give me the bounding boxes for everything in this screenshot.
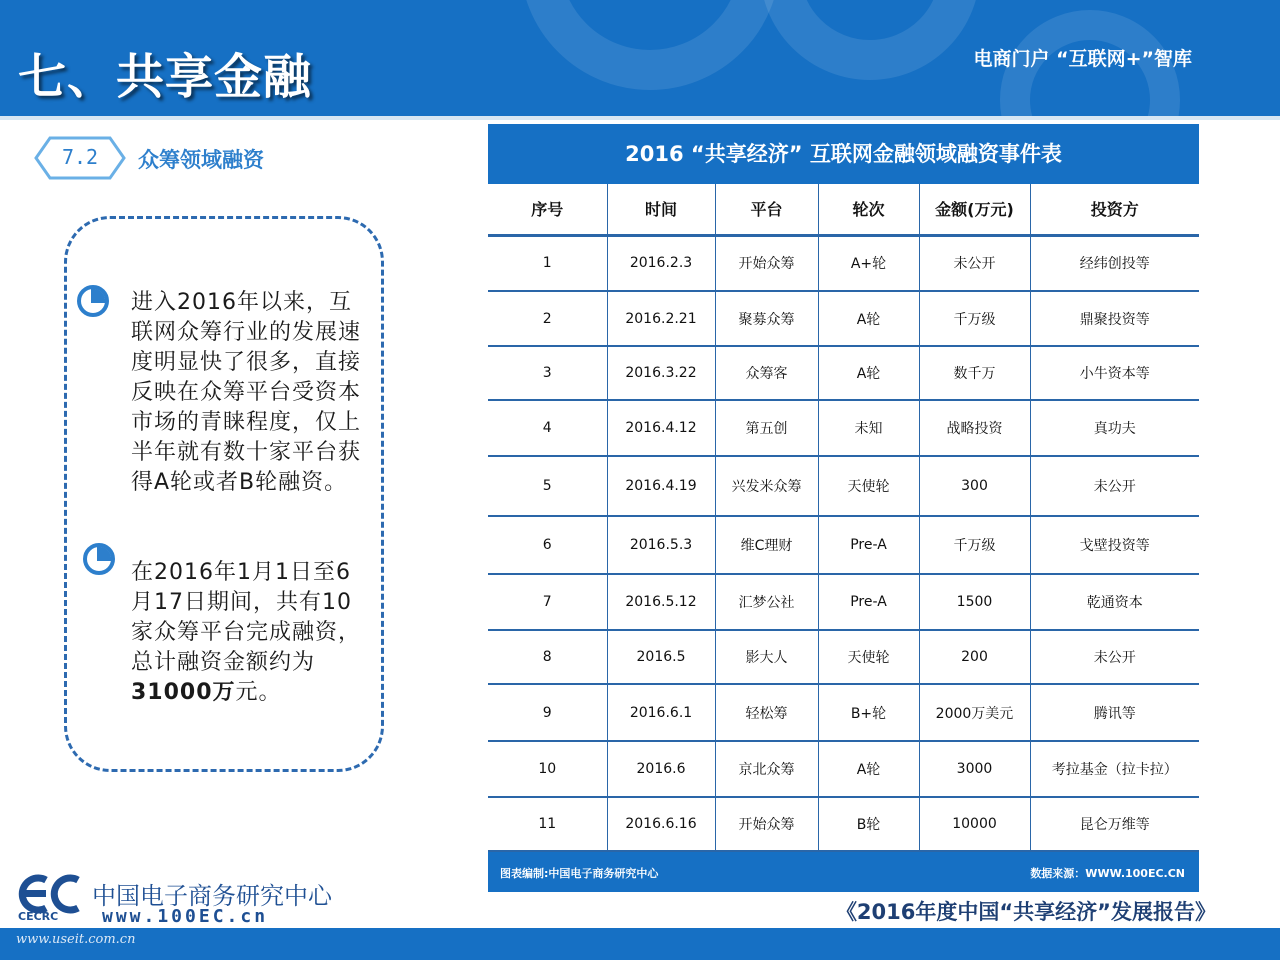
table-row [488,684,1199,741]
table-cell: 小牛资本等 [1030,346,1199,400]
section-number: 7.2 [61,145,99,169]
table-cell: 汇梦公社 [715,574,818,630]
table-row [488,456,1199,516]
table-cell: 维C理财 [715,516,818,574]
table-cell: 10000 [919,797,1030,851]
table-row [488,630,1199,684]
table-cell: 开始众筹 [715,235,818,291]
table-cell: 2016.6 [607,741,715,797]
logo-name: 中国电子商务研究中心 [92,882,332,910]
pie-chart-icon [76,284,110,318]
background-swirl [760,0,980,80]
table-body [488,235,1199,851]
table-row [488,574,1199,630]
table-row [488,797,1199,851]
table-cell: 鼎聚投资等 [1030,291,1199,346]
table-cell: 9 [488,684,607,741]
table-cell: B+轮 [818,684,919,741]
table-cell: 2016.5.12 [607,574,715,630]
table-cell: 11 [488,797,607,851]
header-cell: 平台 [715,184,818,235]
table-cell: B轮 [818,797,919,851]
table-row [488,516,1199,574]
table-cell: 未知 [818,400,919,456]
table-cell: 未公开 [1030,456,1199,516]
table-cell: 真功夫 [1030,400,1199,456]
table-cell: 战略投资 [919,400,1030,456]
table-cell: 10 [488,741,607,797]
table-cell: 2016.2.3 [607,235,715,291]
table-row [488,400,1199,456]
logo-mark-icon [16,874,88,914]
section-number-badge [34,136,126,180]
header-cell: 投资方 [1030,184,1199,235]
table-cell: 天使轮 [818,630,919,684]
pie-chart-icon [82,542,116,576]
table-cell: 2000万美元 [919,684,1030,741]
table-row [488,741,1199,797]
info-paragraph-2 [131,558,365,708]
table-cell: 腾讯等 [1030,684,1199,741]
table-row [488,235,1199,291]
table-cell: 千万级 [919,516,1030,574]
table-cell: 乾通资本 [1030,574,1199,630]
table-cell: 1 [488,235,607,291]
table-cell: 2016.4.19 [607,456,715,516]
cecrc-logo [16,874,332,927]
section-title: 众筹领域融资 [138,148,264,172]
table-cell: 2016.6.1 [607,684,715,741]
table-source-left: 图表编制:中国电子商务研究中心 [500,867,659,880]
table-cell: 7 [488,574,607,630]
table-cell: 数千万 [919,346,1030,400]
page-title: 七、共享金融 [18,49,313,105]
table-cell: 4 [488,400,607,456]
table-cell: 轻松筹 [715,684,818,741]
table-cell: 2016.6.16 [607,797,715,851]
table-cell: 昆仑万维等 [1030,797,1199,851]
table-cell: 8 [488,630,607,684]
table-cell: 2016.3.22 [607,346,715,400]
table-source-right: 数据来源：WWW.100EC.CN [1030,867,1185,880]
table-cell: 兴发米众筹 [715,456,818,516]
financing-events-table [488,124,1199,892]
data-table [488,184,1199,852]
table-cell: 2016.5.3 [607,516,715,574]
table-cell: 经纬创投等 [1030,235,1199,291]
table-cell: 未公开 [1030,630,1199,684]
table-cell: 3 [488,346,607,400]
table-cell: 天使轮 [818,456,919,516]
info-paragraph-1: 进入2016年以来，互联网众筹行业的发展速度明显快了很多，直接反映在众筹平台受资本市场的青睐程度，仅上半年就有数十家平台获得A轮或者B轮融资。 [131,290,362,495]
table-cell: A轮 [818,741,919,797]
header-cell: 金额(万元) [919,184,1030,235]
table-cell: 第五创 [715,400,818,456]
logo-url: www.100EC.cn [102,906,269,927]
table-cell: 众筹客 [715,346,818,400]
table-cell: 开始众筹 [715,797,818,851]
header-divider [0,116,1280,120]
table-cell: A轮 [818,291,919,346]
total-amount: 31000万 [131,680,236,705]
table-cell: Pre-A [818,574,919,630]
table-cell: 300 [919,456,1030,516]
table-cell: 200 [919,630,1030,684]
footer-bar [0,928,1280,960]
header-cell: 时间 [607,184,715,235]
header-cell: 轮次 [818,184,919,235]
table-cell: 2016.2.21 [607,291,715,346]
table-row [488,346,1199,400]
table-cell: A轮 [818,346,919,400]
table-cell: A+轮 [818,235,919,291]
table-cell: Pre-A [818,516,919,574]
header-cell: 序号 [488,184,607,235]
info-paragraph-2-end: 元。 [235,680,282,705]
table-cell: 2016.4.12 [607,400,715,456]
table-cell: 1500 [919,574,1030,630]
table-cell: 聚募众筹 [715,291,818,346]
table-cell: 2 [488,291,607,346]
table-cell: 3000 [919,741,1030,797]
table-cell: 千万级 [919,291,1030,346]
table-cell: 2016.5 [607,630,715,684]
table-cell: 5 [488,456,607,516]
logo-abbr: CECRC [18,910,59,923]
background-swirl [520,0,780,90]
table-title: 2016 “共享经济” 互联网金融领域融资事件表 [488,124,1199,184]
header-tagline: 电商门户 “互联网+”智库 [973,48,1192,70]
table-cell: 6 [488,516,607,574]
header-banner [0,0,1280,116]
table-row [488,291,1199,346]
table-cell: 未公开 [919,235,1030,291]
table-cell: 影大人 [715,630,818,684]
watermark-url[interactable]: www.useit.com.cn [16,932,136,947]
table-header-row [488,184,1199,235]
table-footer [488,852,1199,892]
table-cell: 戈壁投资等 [1030,516,1199,574]
table-cell: 京北众筹 [715,741,818,797]
report-title: 《2016年度中国“共享经济”发展报告》 [835,900,1216,924]
info-paragraph-2-text: 在2016年1月1日至6月17日期间，共有10家众筹平台完成融资，总计融资金额约为 [131,560,362,675]
table-cell: 考拉基金（拉卡拉） [1030,741,1199,797]
